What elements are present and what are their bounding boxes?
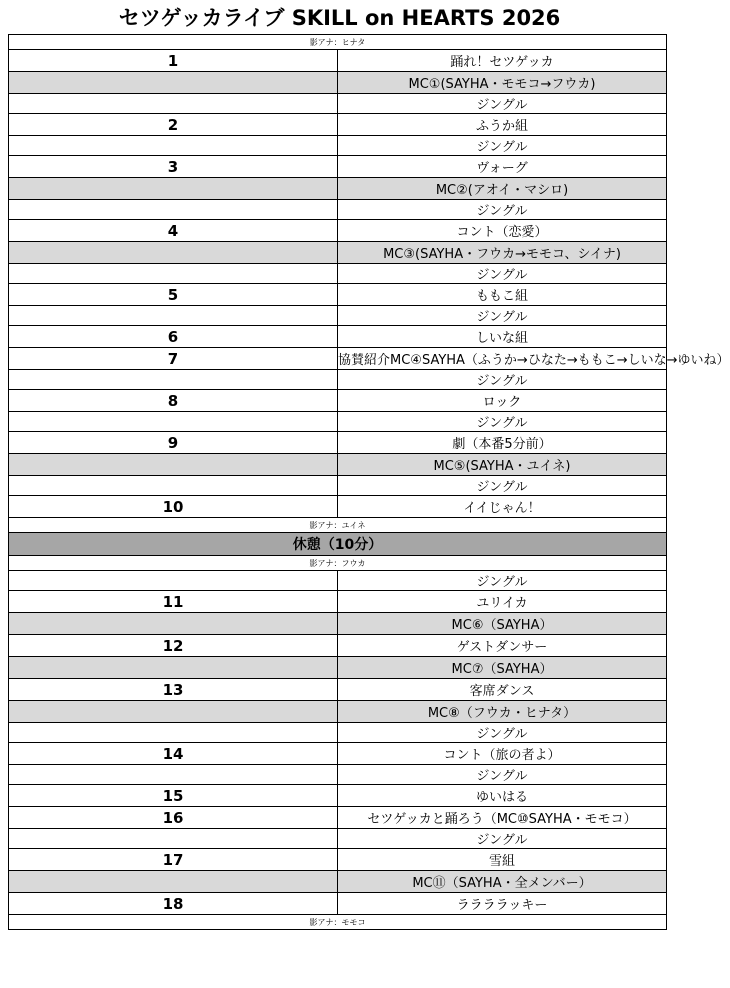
jingle-cell: ジングル	[338, 765, 667, 785]
jingle-row	[9, 571, 667, 591]
song-cell: イイじゃん！	[338, 496, 667, 518]
jingle-cell: ジングル	[338, 200, 667, 220]
mc-cell: MC⑥（SAYHA）	[338, 613, 667, 635]
song-cell: 協賛紹介MC④SAYHA（ふうか→ひなた→ももこ→しいな→ゆいね）	[338, 348, 667, 370]
mc-cell: MC⑧（フウカ・ヒナタ）	[338, 701, 667, 723]
song-row	[9, 284, 667, 306]
song-cell: 踊れ！セツゲッカ	[338, 50, 667, 72]
song-cell: 劇（本番5分前）	[338, 432, 667, 454]
intermission-cell: 休憩（10分）	[9, 533, 667, 556]
jingle-row	[9, 412, 667, 432]
song-row	[9, 390, 667, 412]
song-cell: ヴォーグ	[338, 156, 667, 178]
order-number-cell: 5	[9, 284, 338, 306]
anchor-row	[9, 518, 667, 533]
order-number-cell: 14	[9, 743, 338, 765]
song-cell: しいな組	[338, 326, 667, 348]
order-number-cell: 9	[9, 432, 338, 454]
jingle-row	[9, 264, 667, 284]
song-cell: ロック	[338, 390, 667, 412]
order-number-cell: 18	[9, 893, 338, 915]
jingle-row	[9, 476, 667, 496]
song-row	[9, 156, 667, 178]
song-cell: ももこ組	[338, 284, 667, 306]
jingle-cell: ジングル	[338, 264, 667, 284]
song-cell: ユリイカ	[338, 591, 667, 613]
mc-cell: MC②(アオイ・マシロ)	[338, 178, 667, 200]
mc-cell: MC⑤(SAYHA・ユイネ)	[338, 454, 667, 476]
jingle-cell: ジングル	[338, 370, 667, 390]
order-number-cell	[9, 200, 338, 220]
order-number-cell: 7	[9, 348, 338, 370]
order-number-cell	[9, 242, 338, 264]
order-number-cell	[9, 476, 338, 496]
break-row	[9, 533, 667, 556]
jingle-row	[9, 94, 667, 114]
order-number-cell: 3	[9, 156, 338, 178]
order-number-cell	[9, 178, 338, 200]
jingle-row	[9, 765, 667, 785]
jingle-row	[9, 370, 667, 390]
song-row	[9, 220, 667, 242]
order-number-cell	[9, 136, 338, 156]
order-number-cell	[9, 72, 338, 94]
jingle-cell: ジングル	[338, 412, 667, 432]
mc-cell: MC⑦（SAYHA）	[338, 657, 667, 679]
sheet-title: セツゲッカライブ SKILL on HEARTS 2026	[118, 6, 561, 30]
mc-cell: MC⑪（SAYHA・全メンバー）	[338, 871, 667, 893]
song-row	[9, 893, 667, 915]
order-number-cell	[9, 370, 338, 390]
order-number-cell: 8	[9, 390, 338, 412]
order-number-cell: 16	[9, 807, 338, 829]
jingle-row	[9, 200, 667, 220]
order-number-cell	[9, 829, 338, 849]
mc-row	[9, 178, 667, 200]
order-number-cell: 10	[9, 496, 338, 518]
song-row	[9, 635, 667, 657]
mc-row	[9, 454, 667, 476]
jingle-cell: ジングル	[338, 94, 667, 114]
mc-row	[9, 701, 667, 723]
mc-row	[9, 242, 667, 264]
order-number-cell	[9, 613, 338, 635]
order-number-cell: 13	[9, 679, 338, 701]
song-row	[9, 785, 667, 807]
announcer-cell: 影アナ：ユイネ	[9, 518, 667, 533]
jingle-cell: ジングル	[338, 306, 667, 326]
song-row	[9, 807, 667, 829]
jingle-row	[9, 829, 667, 849]
order-number-cell	[9, 657, 338, 679]
order-number-cell: 17	[9, 849, 338, 871]
song-cell: ゲストダンサー	[338, 635, 667, 657]
jingle-cell: ジングル	[338, 829, 667, 849]
order-number-cell	[9, 264, 338, 284]
order-number-cell: 11	[9, 591, 338, 613]
order-number-cell	[9, 454, 338, 476]
mc-cell: MC③(SAYHA・フウカ→モモコ、シイナ)	[338, 242, 667, 264]
mc-row	[9, 72, 667, 94]
song-row	[9, 326, 667, 348]
announcer-cell: 影アナ：フウカ	[9, 556, 667, 571]
mc-cell: MC①(SAYHA・モモコ→フウカ)	[338, 72, 667, 94]
song-cell: コント（恋愛）	[338, 220, 667, 242]
order-number-cell: 12	[9, 635, 338, 657]
song-cell: セツゲッカと踊ろう（MC⑩SAYHA・モモコ）	[338, 807, 667, 829]
song-cell: ゆいはる	[338, 785, 667, 807]
order-number-cell	[9, 306, 338, 326]
anchor-row	[9, 915, 667, 930]
anchor-row	[9, 35, 667, 50]
song-cell: ふうか組	[338, 114, 667, 136]
order-number-cell	[9, 571, 338, 591]
jingle-cell: ジングル	[338, 571, 667, 591]
mc-row	[9, 613, 667, 635]
song-row	[9, 591, 667, 613]
song-cell: 客席ダンス	[338, 679, 667, 701]
jingle-row	[9, 723, 667, 743]
order-number-cell: 6	[9, 326, 338, 348]
announcer-cell: 影アナ：モモコ	[9, 915, 667, 930]
mc-row	[9, 657, 667, 679]
order-number-cell: 2	[9, 114, 338, 136]
song-row	[9, 849, 667, 871]
song-row	[9, 348, 667, 370]
song-row	[9, 679, 667, 701]
song-cell: コント（旅の者よ）	[338, 743, 667, 765]
song-row	[9, 114, 667, 136]
jingle-cell: ジングル	[338, 136, 667, 156]
setlist-table	[8, 34, 730, 930]
announcer-cell: 影アナ：ヒナタ	[9, 35, 667, 50]
jingle-row	[9, 136, 667, 156]
order-number-cell: 1	[9, 50, 338, 72]
order-number-cell	[9, 701, 338, 723]
order-number-cell: 15	[9, 785, 338, 807]
order-number-cell	[9, 412, 338, 432]
song-row	[9, 432, 667, 454]
song-row	[9, 496, 667, 518]
jingle-row	[9, 306, 667, 326]
jingle-cell: ジングル	[338, 723, 667, 743]
anchor-row	[9, 556, 667, 571]
order-number-cell	[9, 871, 338, 893]
song-row	[9, 743, 667, 765]
mc-row	[9, 871, 667, 893]
song-cell: 雪組	[338, 849, 667, 871]
song-row	[9, 50, 667, 72]
jingle-cell: ジングル	[338, 476, 667, 496]
order-number-cell	[9, 765, 338, 785]
order-number-cell	[9, 723, 338, 743]
song-cell: ララララッキー	[338, 893, 667, 915]
order-number-cell	[9, 94, 338, 114]
order-number-cell: 4	[9, 220, 338, 242]
